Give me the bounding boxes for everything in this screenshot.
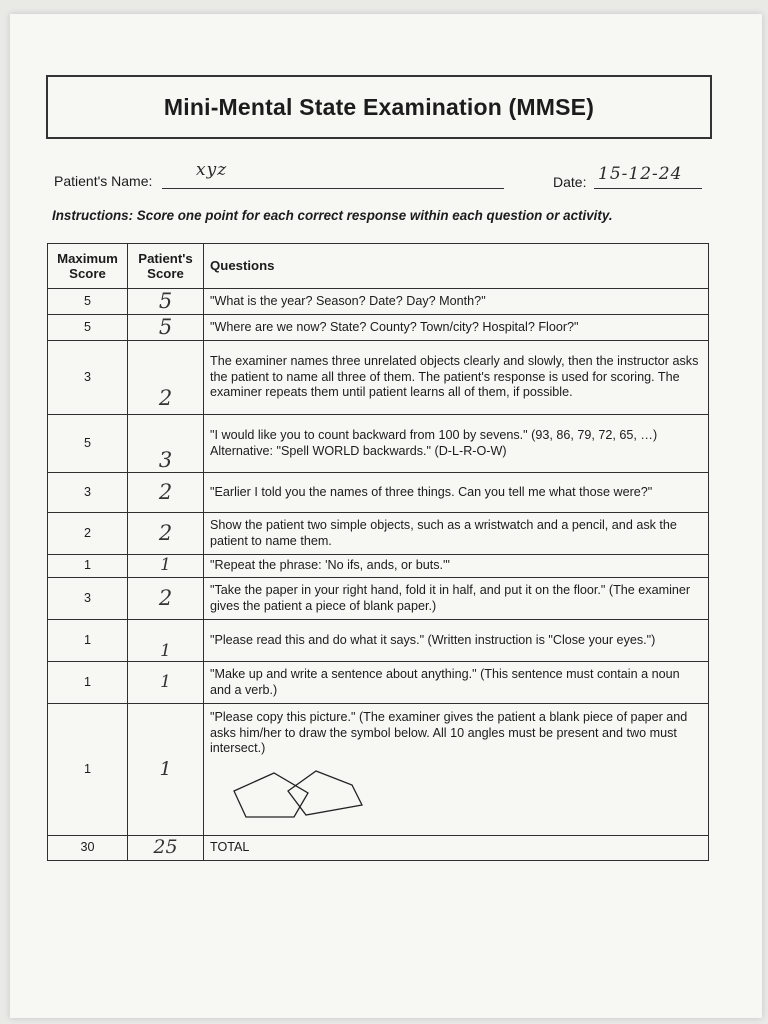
question-line: "I would like you to count backward from 100 by sevens." (93, 86, 79, 72, 65, …)	[210, 428, 658, 442]
question: Show the patient two simple objects, such as a wristwatch and a pencil, and ask the patient to name them.	[204, 513, 709, 555]
patient-name-line	[162, 188, 504, 189]
table-row	[48, 341, 709, 415]
patient-score: 2	[128, 341, 204, 415]
patient-score: 2	[128, 578, 204, 620]
patient-score: 2	[128, 513, 204, 555]
table-row	[48, 415, 709, 473]
question-cell	[204, 704, 709, 836]
question: "What is the year? Season? Date? Day? Month?"	[204, 289, 709, 315]
question: "Please copy this picture." (The examiner gives the patient a blank piece of paper and asks him/her to draw the symbol below. All 10 angles must be present and two must intersect.)	[210, 710, 688, 755]
max-score: 5	[48, 315, 128, 341]
header-questions: Questions	[204, 244, 709, 289]
question: "Where are we now? State? County? Town/city? Hospital? Floor?"	[204, 315, 709, 341]
question: "Repeat the phrase: 'No ifs, ands, or buts.'"	[204, 555, 709, 578]
table-row	[48, 289, 709, 315]
patient-score: 2	[128, 473, 204, 513]
page-title: Mini-Mental State Examination (MMSE)	[46, 75, 712, 139]
total-patient-score: 25	[128, 836, 204, 861]
question: The examiner names three unrelated objects clearly and slowly, then the instructor asks the patient to name all three of them. The patient's response is used for scoring. The examiner repeats them until patient learns all of them, if possible.	[204, 341, 709, 415]
question: "Earlier I told you the names of three things. Can you tell me what those were?"	[204, 473, 709, 513]
table-row	[48, 513, 709, 555]
mmse-table	[47, 243, 709, 861]
patient-score: 1	[128, 620, 204, 662]
table-row	[48, 578, 709, 620]
table-header-row	[48, 244, 709, 289]
instructions: Instructions: Score one point for each correct response within each question or activity.	[52, 208, 613, 223]
table-row	[48, 662, 709, 704]
header-patient-score: Patient's Score	[128, 244, 204, 289]
question: "Make up and write a sentence about anything." (This sentence must contain a noun and a verb.)	[204, 662, 709, 704]
patient-score: 1	[128, 704, 204, 836]
table-row	[48, 704, 709, 836]
total-row	[48, 836, 709, 861]
max-score: 1	[48, 704, 128, 836]
total-label: TOTAL	[204, 836, 709, 861]
max-score: 3	[48, 578, 128, 620]
question: "Take the paper in your right hand, fold it in half, and put it on the floor." (The examiner gives the patient a piece of blank paper.)	[204, 578, 709, 620]
date-line	[594, 188, 702, 189]
patient-name-value: xyz	[196, 160, 228, 180]
table-row	[48, 315, 709, 341]
date-value: 15-12-24	[598, 164, 683, 184]
intersecting-pentagons-icon	[228, 767, 368, 823]
patient-score: 1	[128, 662, 204, 704]
question: "Please read this and do what it says." (Written instruction is "Close your eyes.")	[204, 620, 709, 662]
patient-score: 3	[128, 415, 204, 473]
max-score: 2	[48, 513, 128, 555]
header-maximum-score: Maximum Score	[48, 244, 128, 289]
max-score: 1	[48, 555, 128, 578]
max-score: 1	[48, 620, 128, 662]
max-score: 3	[48, 341, 128, 415]
patient-score: 1	[128, 555, 204, 578]
table-row	[48, 555, 709, 578]
max-score: 5	[48, 289, 128, 315]
question	[204, 415, 709, 473]
patient-score: 5	[128, 315, 204, 341]
max-score: 1	[48, 662, 128, 704]
patient-score: 5	[128, 289, 204, 315]
patient-name-label: Patient's Name:	[54, 173, 153, 189]
question-alternative: Alternative: "Spell WORLD backwards." (D-L-R-O-W)	[210, 443, 507, 458]
date-label: Date:	[553, 174, 587, 190]
max-score: 5	[48, 415, 128, 473]
table-row	[48, 620, 709, 662]
total-max-score: 30	[48, 836, 128, 861]
table-row	[48, 473, 709, 513]
max-score: 3	[48, 473, 128, 513]
